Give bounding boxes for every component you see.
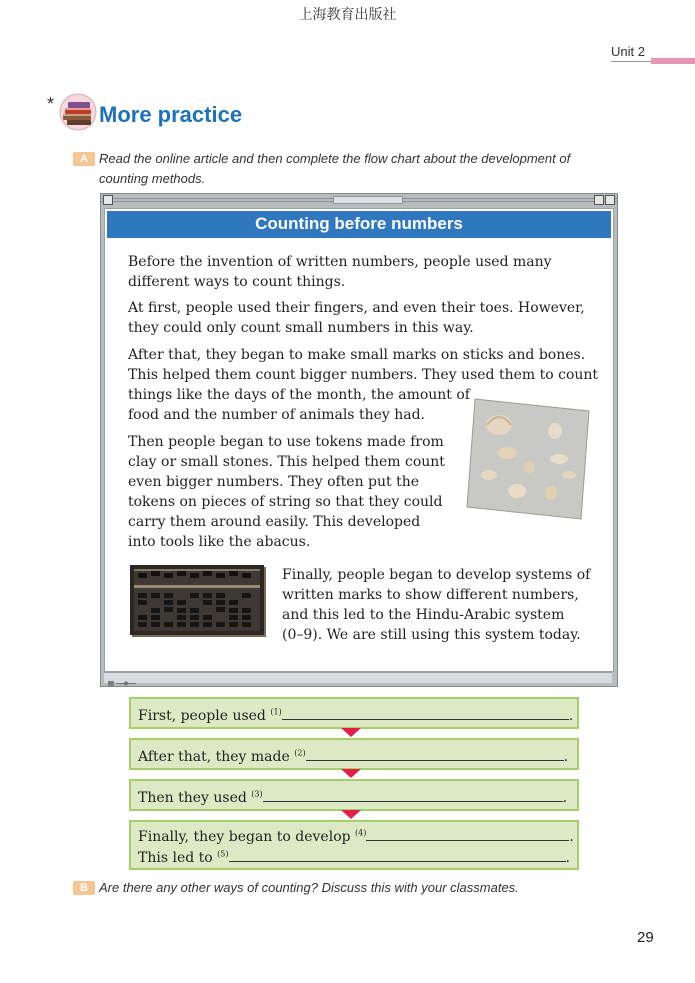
flow-end: . [563,749,569,765]
blank-number: (4) [355,828,367,838]
article-title: Counting before numbers [255,214,463,233]
paragraph-line: clay or small stones. This helped them count [128,454,445,470]
flow-text: First, people used [138,708,266,724]
flow-box-3 [129,779,579,811]
unit-underline [611,61,651,62]
paragraph-line: tokens on pieces of string so that they could [128,494,443,510]
article-content [104,208,614,672]
unit-color-bar [651,58,695,64]
flow-box-4 [129,820,579,870]
exercise-b-instruction: Are there any other ways of counting? Discuss this with your classmates. [99,880,519,895]
exercise-a-instruction-line1: Read the online article and then complete the flow chart about the development of [99,151,571,166]
paragraph-line: written marks to show different numbers, [282,587,579,603]
blank-number: (5) [217,849,229,859]
exercise-a-instruction-line2: counting methods. [99,171,206,186]
clay-tokens-photo [465,395,593,521]
article-title-bar [107,211,611,238]
answer-blank-3[interactable] [263,787,563,802]
books-icon [58,92,98,132]
section-title: More practice [99,102,243,127]
paragraph-line: carry them around easily. This developed [128,514,421,530]
publisher-name: 上海教育出版社 [298,7,397,23]
flow-end: . [565,850,570,866]
paragraph-line: This helped them count bigger numbers. They used them to count [128,367,599,383]
flow-arrow-icon [341,769,361,778]
paragraph-line: even bigger numbers. They often put the [128,474,420,490]
answer-blank-2[interactable] [306,746,564,761]
answer-blank-4[interactable] [366,826,569,841]
flow-end: . [562,790,568,806]
flow-arrow-icon [341,810,361,819]
paragraph-line: After that, they began to make small marks on sticks and bones. [128,347,586,363]
titlebar-handle[interactable] [333,196,403,204]
status-icon [108,674,138,681]
paragraph-line: different ways to count things. [128,274,346,290]
window-close-button[interactable] [103,195,113,205]
paragraph-line: food and the number of animals they had. [128,407,426,423]
answer-blank-5[interactable] [229,847,566,862]
flow-end: . [568,708,574,724]
flow-text: Finally, they began to develop [138,829,351,845]
paragraph-line: they could only count small numbers in this way. [128,320,474,336]
paragraph-line: things like the days of the month, the amount of [128,387,470,403]
optional-star: * [47,94,55,114]
paragraph-line: Before the invention of written numbers, people used many [128,254,552,270]
paragraph-line: (0–9). We are still using this system today. [282,627,581,643]
blank-number: (1) [270,707,282,717]
unit-label: Unit 2 [611,44,645,59]
exercise-b-badge: B [73,881,95,895]
window-minimize-button[interactable] [594,195,604,205]
flow-arrow-icon [341,728,361,737]
blank-number: (3) [251,789,263,799]
flow-text: Then they used [138,790,247,806]
flow-text: After that, they made [138,749,290,765]
paragraph-line: into tools like the abacus. [128,534,311,550]
flow-box-1 [129,697,579,729]
exercise-a-badge: A [73,152,95,166]
article-window [100,193,618,687]
window-maximize-button[interactable] [605,195,615,205]
abacus-picture [128,563,268,639]
page-number: 29 [637,929,654,946]
paragraph-line: and this led to the Hindu-Arabic system [282,607,565,623]
blank-number: (2) [294,748,306,758]
flow-box-2 [129,738,579,770]
flow-text: This led to [138,850,213,866]
paragraph-line: At first, people used their fingers, and even their toes. However, [128,300,585,316]
answer-blank-1[interactable] [282,705,569,720]
window-status-bar [104,672,612,683]
paragraph-line: Finally, people began to develop systems of [282,567,591,583]
flow-end: . [569,829,574,845]
paragraph-line: Then people began to use tokens made from [128,434,444,450]
